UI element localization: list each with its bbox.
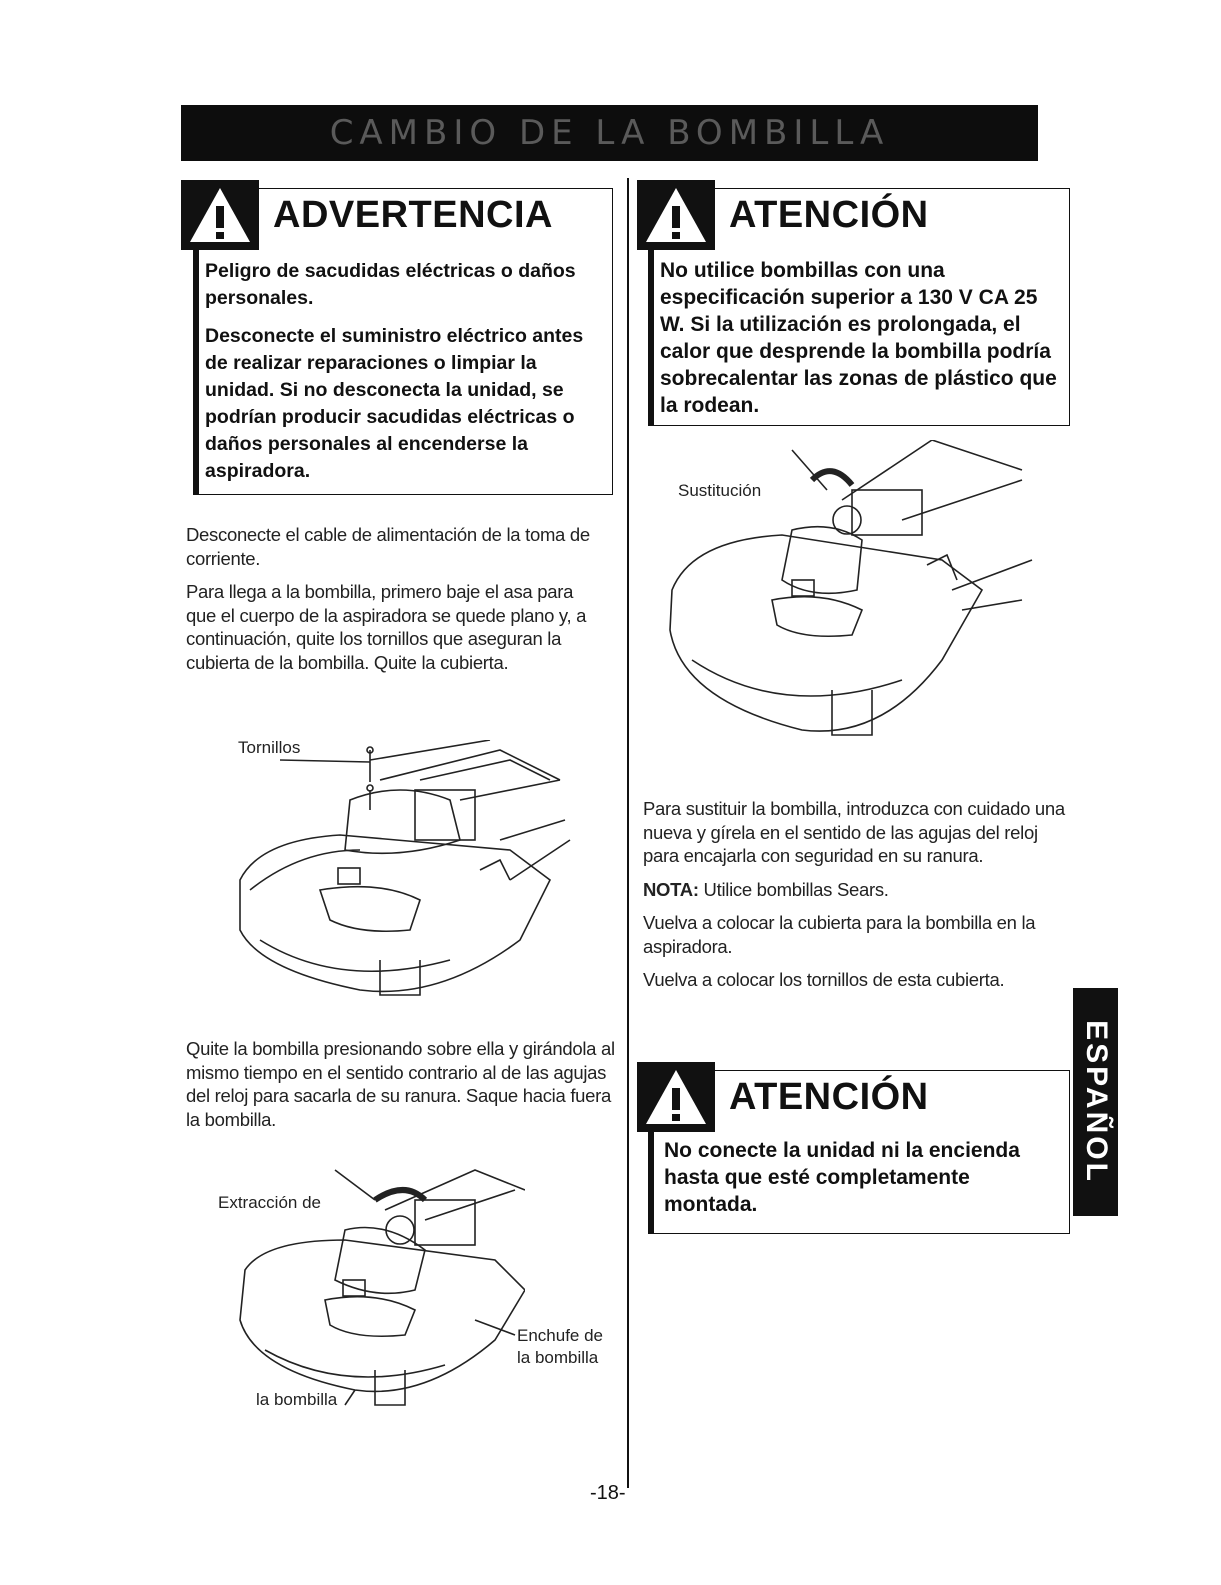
left-instructions-top (186, 523, 606, 684)
fig1-label: Tornillos (238, 738, 301, 757)
fig3-label: Sustitución (678, 481, 762, 500)
note-text: Utilice bombillas Sears. (698, 878, 889, 900)
section-title: CAMBIO DE LA BOMBILLA (329, 113, 890, 153)
fig2-label-c2: la bombilla (517, 1348, 599, 1367)
warning-title: ADVERTENCIA (273, 193, 553, 236)
fig2-label-c1: Enchufe de (517, 1326, 604, 1345)
fig2-label-a: Extracción de (218, 1193, 321, 1212)
caution-triangle-icon-2 (637, 1062, 715, 1132)
instruction-disconnect: Desconecte el cable de alimentación de la toma de corriente. (186, 524, 590, 569)
warning-text (205, 258, 605, 496)
instruction-extract-bulb: Quite la bombilla presionando sobre ella y girándola al mismo tiempo en el sentido contrario al de las agujas del reloj para sacarla de su ranura. Saque hacia fuera la bombilla. (186, 1038, 615, 1130)
warning-para-1: Peligro de sacudidas eléctricas o daños personales. (205, 260, 576, 309)
page-number: -18- (590, 1482, 626, 1504)
warning-para-2: Desconecte el suministro eléctrico antes de realizar reparaciones o limpiar la unidad. Si no desconecta la unidad, se podrían producir sacudidas eléctricas o daños personales al encenderse la aspiradora. (205, 325, 584, 482)
vacuum-bulb-removal-illustration (225, 1150, 525, 1410)
section-banner (181, 105, 1038, 161)
note-line (643, 878, 1068, 902)
vacuum-bulb-replacement-illustration (662, 440, 1042, 740)
language-tab (1073, 988, 1118, 1216)
vacuum-screws-illustration (220, 740, 600, 1002)
instruction-remove-cover: Para llega a la bombilla, primero baje el asa para que el cuerpo de la aspiradora se quede plano y, a continuación, quite los tornillos que aseguran la cubierta de la bombilla. Quite la cubierta. (186, 581, 587, 673)
caution-title-top: ATENCIÓN (729, 193, 929, 236)
column-divider (627, 178, 629, 1488)
fig2-label-b: la bombilla (256, 1390, 338, 1409)
note-label: NOTA: (643, 878, 699, 900)
left-instructions-bottom (186, 1037, 616, 1141)
caution-title-bottom: ATENCIÓN (729, 1075, 929, 1118)
warning-header (181, 180, 553, 250)
right-instructions (643, 797, 1068, 1002)
instruction-insert-bulb: Para sustituir la bombilla, introduzca con cuidado una nueva y gírela en el sentido de las agujas del reloj para encajarla con seguridad en su ranura. (643, 798, 1065, 866)
caution-text-bottom: No conecte la unidad ni la encienda hasta que esté completamente montada. (664, 1139, 1020, 1216)
caution-triangle-icon (637, 180, 715, 250)
caution-text-top: No utilice bombillas con una especificación superior a 130 V CA 25 W. Si la utilización es prolongada, el calor que desprende la bombilla podría sobrecalentar las zonas de plástico que la rodean. (660, 259, 1057, 417)
language-tab-label: ESPAÑOL (1079, 1020, 1113, 1184)
caution-header-bottom (637, 1062, 929, 1132)
caution-header-top (637, 180, 929, 250)
warning-triangle-icon (181, 180, 259, 250)
instruction-replace-screws: Vuelva a colocar los tornillos de esta cubierta. (643, 969, 1005, 990)
instruction-replace-cover: Vuelva a colocar la cubierta para la bombilla en la aspiradora. (643, 912, 1036, 957)
